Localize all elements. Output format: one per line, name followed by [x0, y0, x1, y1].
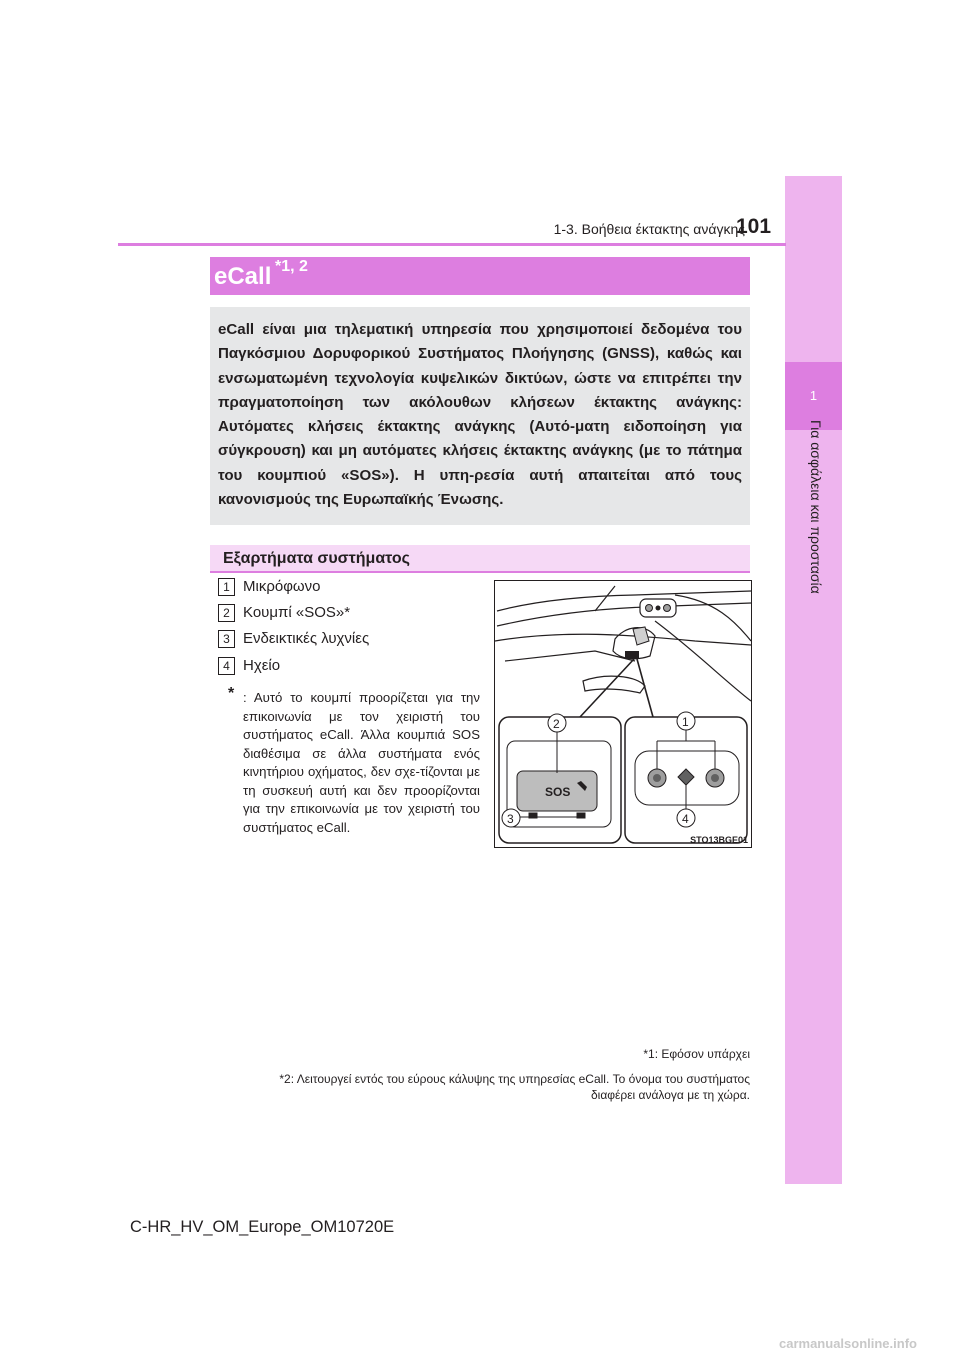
- interior-lines: [495, 586, 751, 701]
- item-number: 1: [218, 578, 235, 596]
- overhead-module-icon: [640, 599, 676, 617]
- intro-text: eCall είναι μια τηλεματική υπηρεσία που χρησιμοποιεί δεδομένα του Παγκόσμιου Δορυφορικού Συστήματος Πλοήγησης (GNSS), καθώς και ενσωματωμένη τεχνολογία κυψελικών δικτύων, ώστε να επιτρέπει την πραγματοποίηση των ακόλουθων κλήσεων έκτακτης ανάγκης: Αυτόματες κλήσεις έκτακτης ανάγκης (Αυτό-ματη ειδοποίηση για σύγκρουση) και μη αυτόματες κλήσεις έκτακτης ανάγκης (με το πάτημα του κουμπιού «SOS»). Η υπη-ρεσία αυτή απαιτείται από τους κανονισμούς της Ευρωπαϊκής Ένωσης.: [218, 321, 742, 509]
- note-asterisk: *: [228, 685, 235, 702]
- item-number: 2: [218, 604, 235, 622]
- system-components-figure: [494, 580, 752, 848]
- footnote-1: *1: Εφόσον υπάρχει: [643, 1047, 750, 1061]
- chapter-title: Για ασφάλεια και προστασία: [808, 420, 824, 594]
- callout-3: [502, 809, 520, 827]
- callout-3-label: 3: [507, 812, 514, 826]
- callout-1-label: 1: [682, 715, 689, 729]
- item-label: Κουμπί «SOS»*: [243, 604, 351, 621]
- section-title-bar: [210, 257, 750, 295]
- footnote-2-line-2: διαφέρει ανάλογα με τη χώρα.: [590, 1087, 750, 1102]
- item-number: 4: [218, 657, 235, 675]
- callout-4-label: 4: [682, 812, 689, 826]
- microphone-speaker-icon: [635, 751, 739, 805]
- header-rule: [118, 243, 786, 246]
- item-number: 3: [218, 630, 235, 648]
- sos-text: SOS: [545, 785, 571, 799]
- intro-box: [210, 307, 750, 525]
- leader-line-left: [580, 659, 634, 717]
- callout-2-label: 2: [553, 717, 560, 731]
- chapter-tab-strip: [785, 176, 842, 1184]
- figure-code: STO13BGE01: [690, 835, 748, 845]
- footnote-2: [210, 1072, 750, 1103]
- callout-1: [677, 712, 695, 730]
- item-label: Μικρόφωνο: [243, 578, 321, 595]
- section-title: eCall: [214, 263, 272, 290]
- item-label: Ενδεικτικές λυχνίες: [243, 630, 370, 647]
- chapter-number: 1: [809, 388, 818, 403]
- subsection-bar: [210, 545, 750, 573]
- running-header: 1-3. Βοήθεια έκτακτης ανάγκης: [553, 221, 745, 237]
- document-code: C-HR_HV_OM_Europe_OM10720E: [130, 1218, 395, 1236]
- footnote-2-line-1: *2: Λειτουργεί εντός του εύρους κάλυψης της υπηρεσίας eCall. Το όνομα του συστήματος: [279, 1072, 750, 1086]
- figure-illustration: [495, 581, 751, 847]
- watermark[interactable]: carmanualsonline.info: [779, 1336, 917, 1351]
- page-number: 101: [736, 215, 772, 238]
- callout-2: [548, 714, 566, 732]
- item-label: Ηχείο: [243, 657, 281, 674]
- note-text: : Αυτό το κουμπί προορίζεται για την επικοινωνία με τον χειριστή του συστήματος eCall. Άλλα κουμπιά SOS διαθέσιμα σε άλλα συστήματα ενός κινητήριου οχήματος, δεν σχε-τίζονται με τη συσκευή αυτή και δεν προορίζονται για την επικοινωνία με τον χειριστή του συστήματος eCall.: [243, 690, 480, 835]
- leader-line-right: [637, 659, 653, 717]
- console-module-icon: [625, 627, 649, 659]
- sos-button-icon: [507, 741, 611, 827]
- callout-4: [677, 809, 695, 827]
- subsection-title: Εξαρτήματα συστήματος: [223, 550, 410, 567]
- section-title-superscript: *1, 2: [275, 258, 308, 275]
